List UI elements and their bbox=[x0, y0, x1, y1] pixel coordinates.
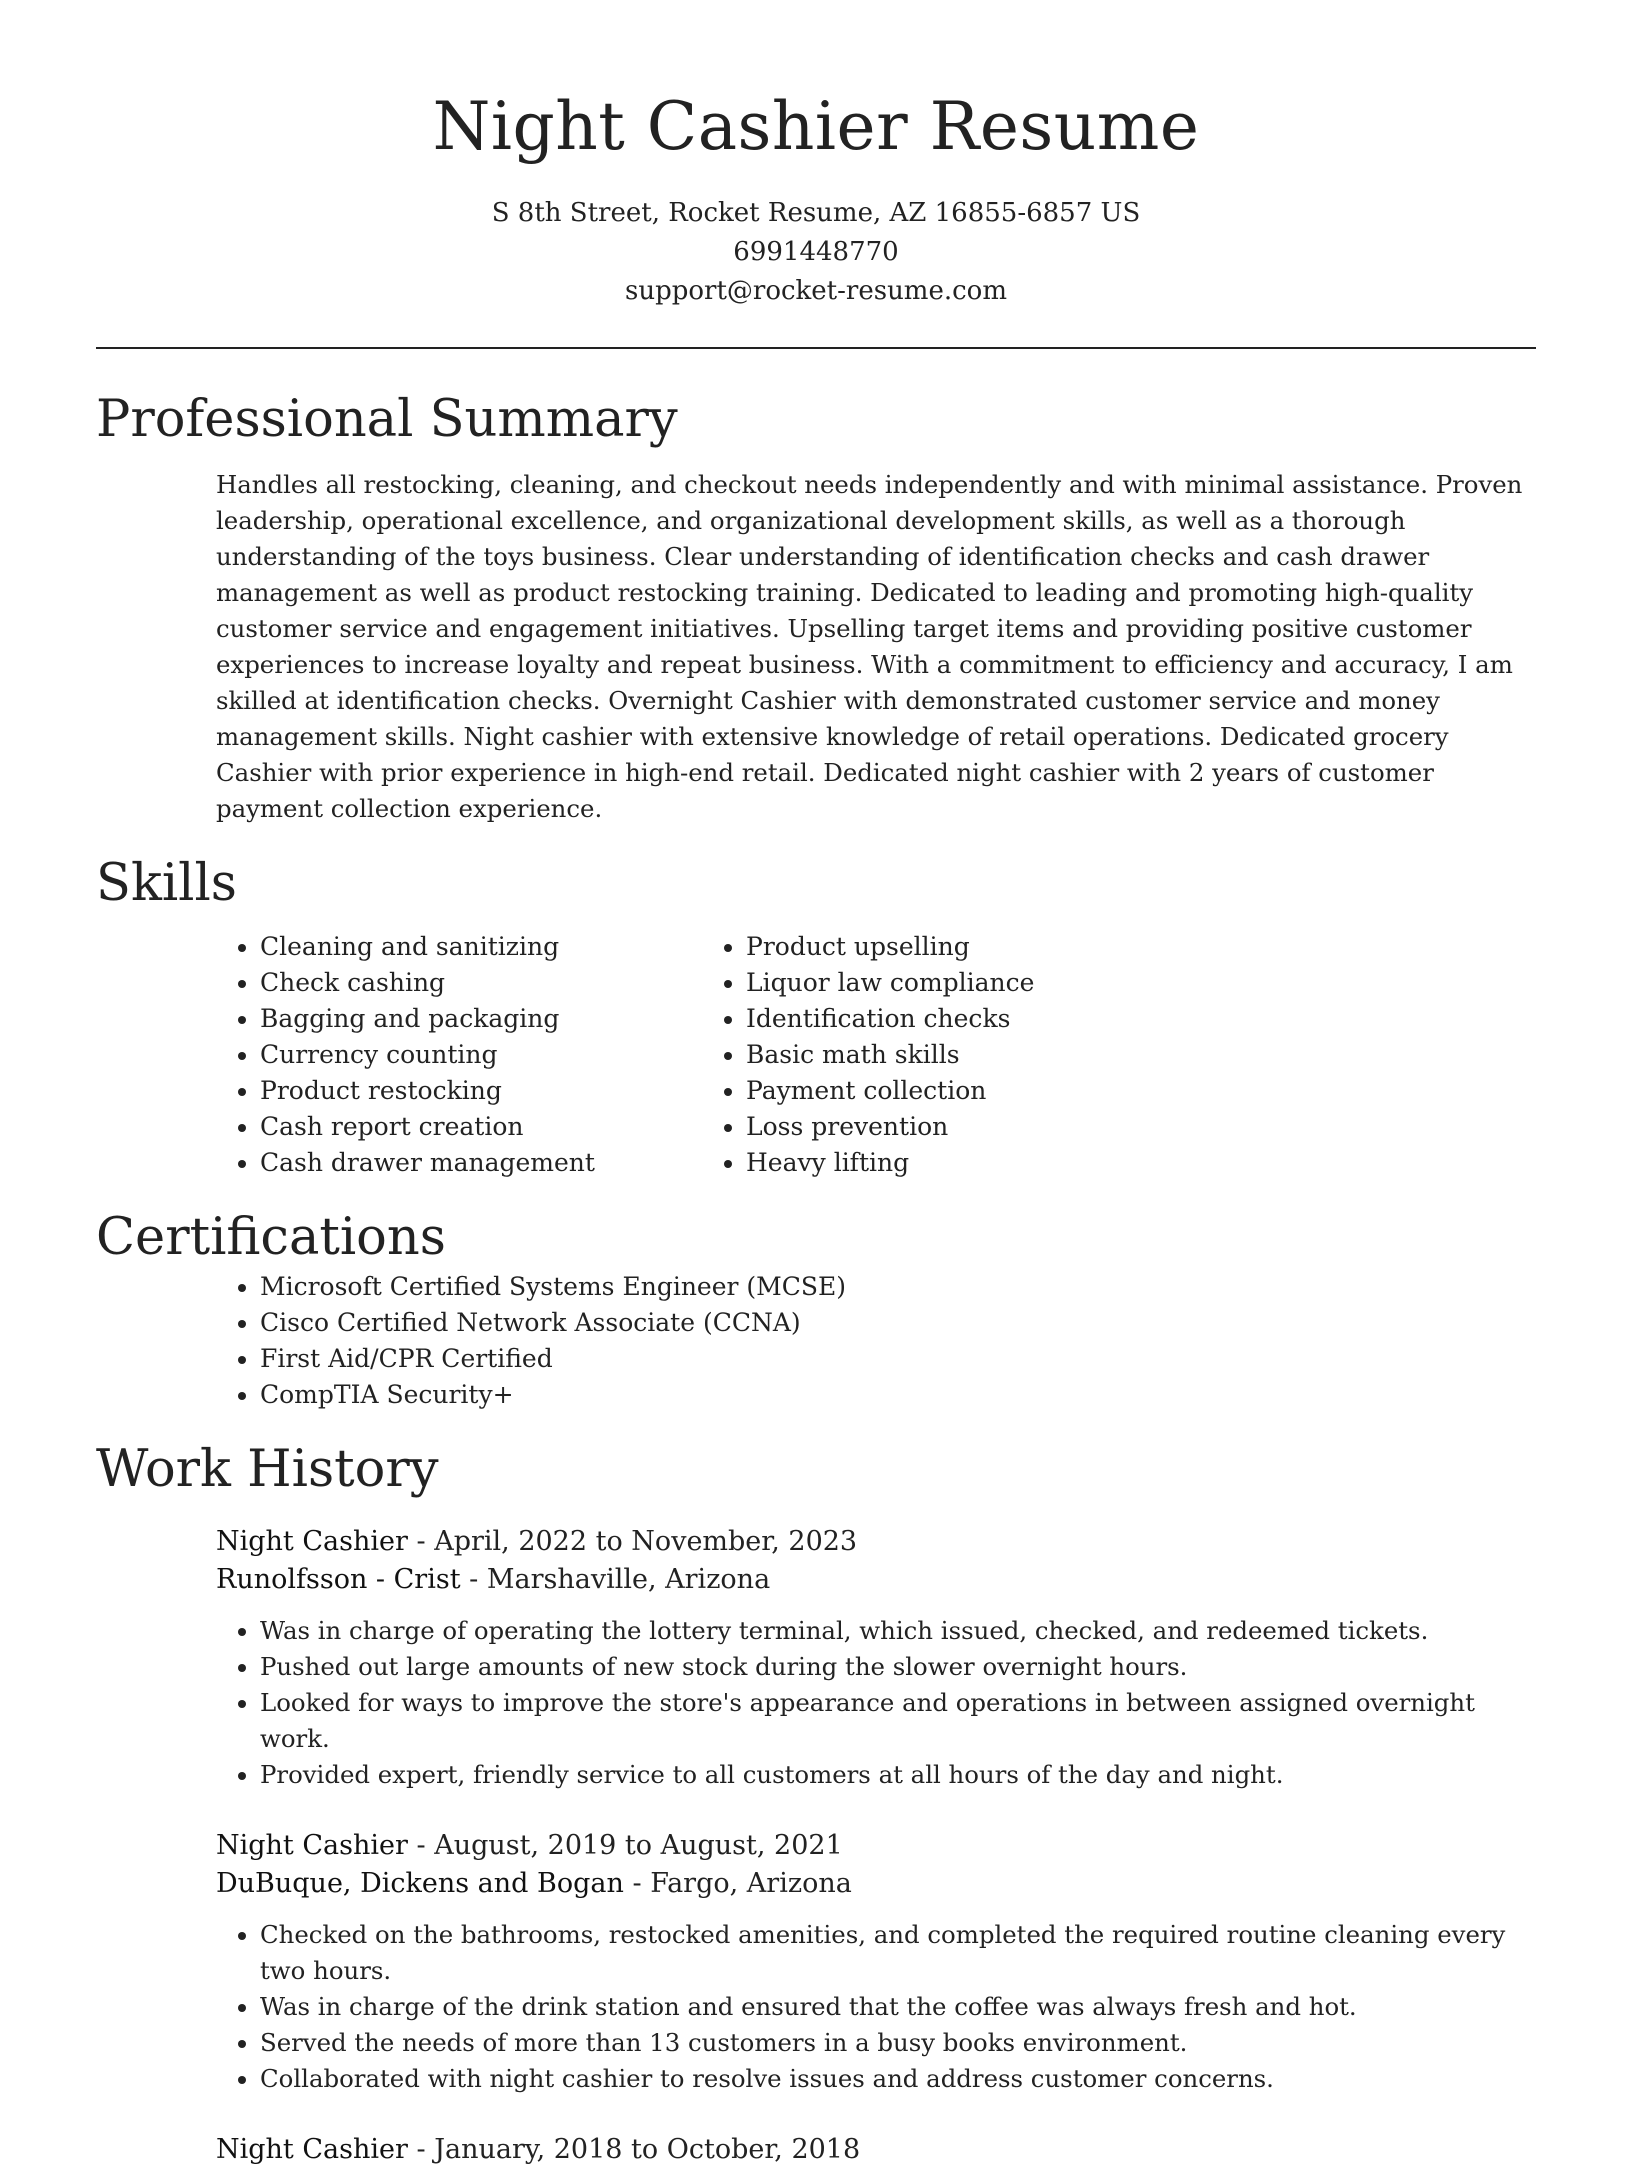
skill-item: • Cash report creation bbox=[260, 1109, 746, 1145]
resume-page bbox=[96, 0, 1536, 2169]
skill-item: • Product restocking bbox=[260, 1073, 746, 1109]
separator: - bbox=[416, 1830, 435, 1861]
header-divider bbox=[96, 347, 1536, 349]
skill-item: • Cleaning and sanitizing bbox=[260, 929, 746, 965]
job-dates: January, 2018 to October, 2018 bbox=[434, 2134, 861, 2165]
skill-item: • Product upselling bbox=[746, 929, 1346, 965]
job-company-line bbox=[216, 1561, 1536, 1599]
skill-item: • Payment collection bbox=[746, 1073, 1346, 1109]
certification-item: • CompTIA Security+ bbox=[260, 1377, 1536, 1413]
job-location: Marshaville, Arizona bbox=[486, 1564, 771, 1595]
job-bullet: • Served the needs of more than 13 customers in a busy books environment. bbox=[260, 2025, 1536, 2061]
job-title-line bbox=[216, 1523, 1536, 1561]
job-dates: August, 2019 to August, 2021 bbox=[434, 1830, 843, 1861]
job-bullet: • Collaborated with night cashier to resolve issues and address customer concerns. bbox=[260, 2061, 1536, 2097]
section-title-skills: Skills bbox=[96, 854, 237, 913]
job-entry bbox=[216, 1827, 1536, 2097]
section-title-work-history: Work History bbox=[96, 1440, 439, 1499]
job-title: Night Cashier bbox=[216, 2134, 408, 2165]
certification-item: • Cisco Certified Network Associate (CCNA) bbox=[260, 1305, 1536, 1341]
skill-item: • Cash drawer management bbox=[260, 1145, 746, 1181]
job-title: Night Cashier bbox=[216, 1526, 408, 1557]
skill-item: • Check cashing bbox=[260, 965, 746, 1001]
job-company: DuBuque, Dickens and Bogan bbox=[216, 1868, 624, 1899]
skill-item: • Identification checks bbox=[746, 1001, 1346, 1037]
summary-text: Handles all restocking, cleaning, and checkout needs independently and with minimal assistance. Proven leadership, operational excellence, and organizational development skills, as well as a thorough understanding of the toys business. Clear understanding of identification checks and cash drawer management as well as product restocking training. Dedicated to leading and promoting high-quality customer service and engagement initiatives. Upselling target items and providing positive customer experiences to increase loyalty and repeat business. With a commitment to efficiency and accuracy, I am skilled at identification checks. Overnight Cashier with demonstrated customer service and money management skills. Night cashier with extensive knowledge of retail operations. Dedicated grocery Cashier with prior experience in high-end retail. Dedicated night cashier with 2 years of customer payment collection experience. bbox=[216, 470, 1523, 823]
certifications-list bbox=[96, 1269, 1536, 1413]
contact-block bbox=[96, 194, 1536, 311]
skills-list-right bbox=[582, 929, 1346, 1181]
skills-grid bbox=[96, 929, 1536, 1181]
job-bullet: • Checked on the bathrooms, restocked amenities, and completed the required routine cleaning every two hours. bbox=[260, 1917, 1536, 1989]
section-title-summary: Professional Summary bbox=[96, 390, 678, 449]
separator: - bbox=[416, 1526, 435, 1557]
certification-item: • Microsoft Certified Systems Engineer (MCSE) bbox=[260, 1269, 1536, 1305]
job-dates: April, 2022 to November, 2023 bbox=[434, 1526, 858, 1557]
separator: - bbox=[632, 1868, 651, 1899]
job-bullet: • Pushed out large amounts of new stock during the slower overnight hours. bbox=[260, 1649, 1536, 1685]
skill-item: • Bagging and packaging bbox=[260, 1001, 746, 1037]
email: support@rocket-resume.com bbox=[624, 276, 1007, 306]
section-title-certifications: Certifications bbox=[96, 1208, 446, 1267]
job-bullets bbox=[216, 1613, 1536, 1793]
job-entry bbox=[216, 2131, 1536, 2169]
job-company: Runolfsson - Crist bbox=[216, 1564, 461, 1595]
job-bullet: • Was in charge of operating the lottery terminal, which issued, checked, and redeemed tickets. bbox=[260, 1613, 1536, 1649]
job-entry bbox=[216, 1523, 1536, 1793]
job-bullets bbox=[216, 1917, 1536, 2097]
resume-title: Night Cashier Resume bbox=[432, 88, 1200, 165]
job-title-line bbox=[216, 2131, 1536, 2169]
phone: 6991448770 bbox=[733, 237, 899, 267]
job-bullet: • Was in charge of the drink station and ensured that the coffee was always fresh and hot. bbox=[260, 1989, 1536, 2025]
job-bullet: • Provided expert, friendly service to all customers at all hours of the day and night. bbox=[260, 1757, 1536, 1793]
job-company-line bbox=[216, 1865, 1536, 1903]
separator: - bbox=[416, 2134, 435, 2165]
skill-item: • Loss prevention bbox=[746, 1109, 1346, 1145]
skill-item: • Basic math skills bbox=[746, 1037, 1346, 1073]
job-location: Fargo, Arizona bbox=[650, 1868, 852, 1899]
job-bullet: • Looked for ways to improve the store's appearance and operations in between assigned overnight work. bbox=[260, 1685, 1536, 1757]
skill-item: • Liquor law compliance bbox=[746, 965, 1346, 1001]
job-title: Night Cashier bbox=[216, 1830, 408, 1861]
separator: - bbox=[469, 1564, 487, 1595]
skill-item: • Currency counting bbox=[260, 1037, 746, 1073]
address: S 8th Street, Rocket Resume, AZ 16855-6857 US bbox=[491, 198, 1141, 228]
job-title-line bbox=[216, 1827, 1536, 1865]
certification-item: • First Aid/CPR Certified bbox=[260, 1341, 1536, 1377]
skill-item: • Heavy lifting bbox=[746, 1145, 1346, 1181]
